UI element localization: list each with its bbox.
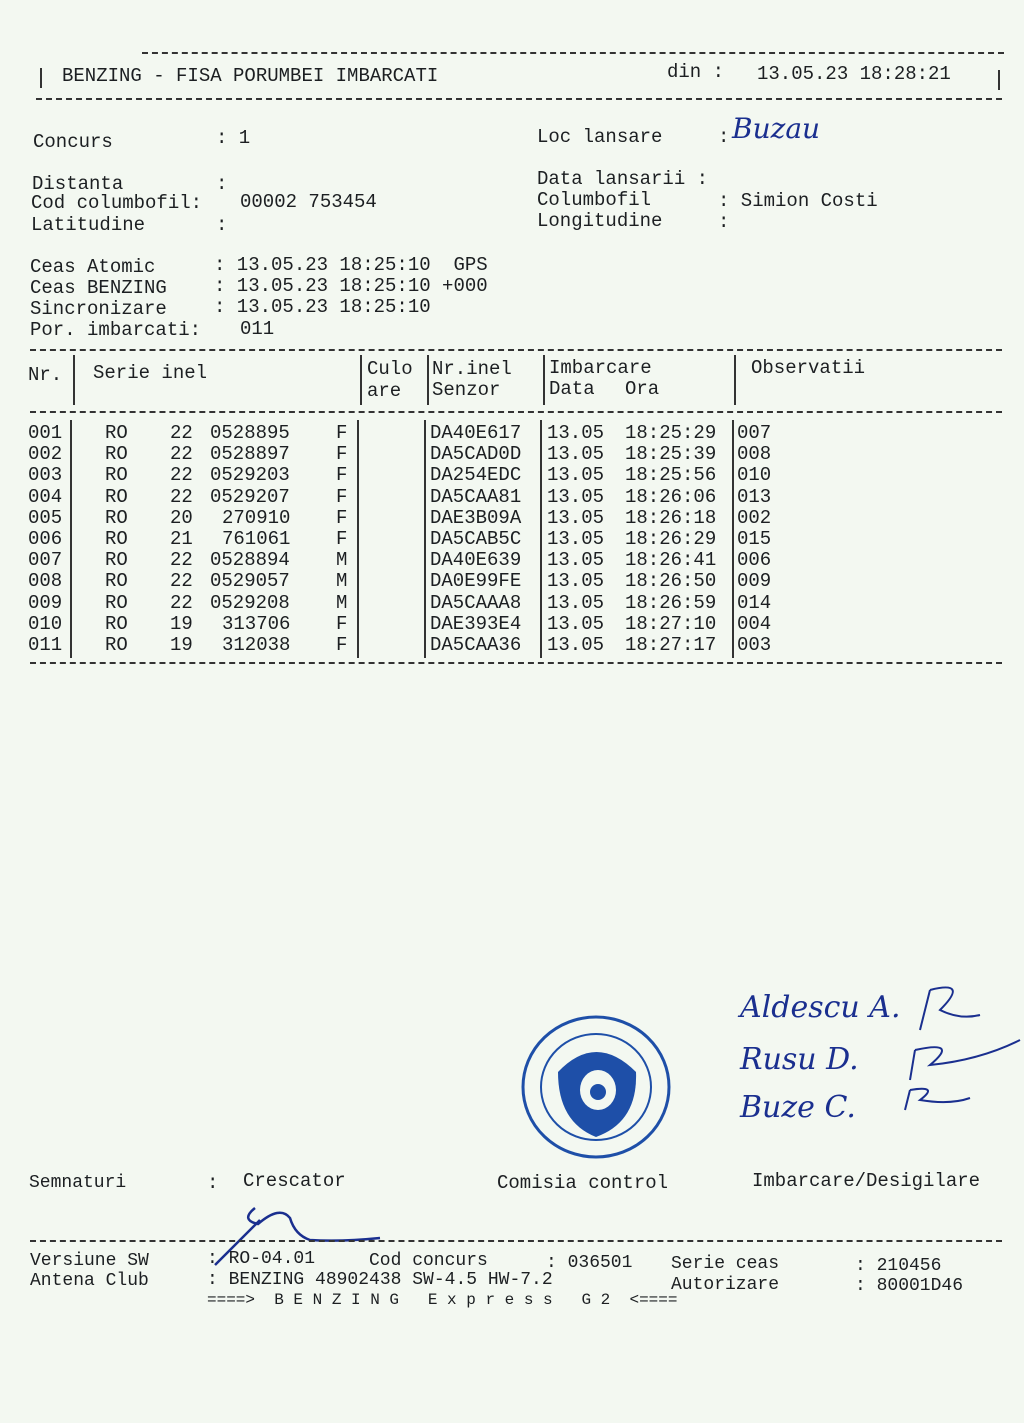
row-year: 20 (170, 506, 193, 529)
col-divider (360, 355, 362, 405)
header-culoare-1: Culo (367, 358, 413, 380)
row-date: 13.05 (547, 464, 605, 487)
row-sensor-id: DAE3B09A (430, 506, 522, 529)
cod-concurs-label: Cod concurs (369, 1251, 488, 1271)
row-time: 18:26:50 (625, 570, 717, 593)
row-country: RO (105, 612, 128, 635)
row-country: RO (105, 485, 128, 508)
col-divider (543, 355, 545, 405)
row-time: 18:27:17 (625, 634, 717, 656)
table-header-rule (30, 411, 1002, 413)
row-sex: M (336, 570, 348, 593)
row-country: RO (105, 591, 128, 614)
antena-club-value: : BENZING 48902438 SW-4.5 HW-7.2 (207, 1270, 553, 1290)
row-sex: F (336, 528, 348, 550)
ceas-atomic-label: Ceas Atomic (30, 256, 156, 278)
comisia-control-label: Comisia control (497, 1172, 669, 1194)
document-title: BENZING - FISA PORUMBEI IMBARCATI (62, 65, 439, 87)
row-date: 13.05 (547, 591, 605, 614)
row-time: 18:26:18 (625, 506, 717, 529)
row-year: 22 (170, 485, 193, 508)
header-left-border (40, 68, 42, 88)
row-year: 21 (170, 528, 193, 550)
row-year: 22 (170, 464, 193, 487)
row-country: RO (105, 634, 128, 656)
header-nr-inel: Nr.inel (432, 358, 512, 380)
row-sensor-id: DA254EDC (430, 464, 522, 487)
row-observation: 015 (737, 528, 772, 550)
semnaturi-sep: : (207, 1172, 219, 1194)
row-country: RO (105, 422, 128, 444)
table-row (0, 572, 1024, 593)
benzing-express-banner: ====> B E N Z I N G E x p r e s s G 2 <==== (207, 1291, 678, 1309)
versiune-sw-value: : RO-04.01 (207, 1249, 316, 1269)
semnaturi-label: Semnaturi (29, 1173, 127, 1193)
header-serie-inel: Serie inel (93, 362, 208, 384)
row-sensor-id: DA40E617 (430, 422, 522, 444)
serie-ceas-label: Serie ceas (671, 1254, 780, 1274)
footer-rule (30, 1240, 1002, 1242)
row-ring-number: 313706 (222, 612, 291, 635)
header-senzor: Senzor (432, 379, 501, 401)
row-sensor-id: DAE393E4 (430, 612, 522, 635)
row-ring-number: 0528897 (210, 443, 290, 466)
cod-columbofil-value: 00002 753454 (240, 191, 377, 213)
row-country: RO (105, 570, 128, 593)
distanta-value: : (216, 173, 228, 195)
latitudine-label: Latitudine (31, 214, 146, 236)
row-year: 22 (170, 422, 193, 444)
cod-columbofil-label: Cod columbofil: (31, 192, 203, 214)
table-row (0, 551, 1024, 572)
table-row (0, 466, 1024, 487)
table-row (0, 530, 1024, 551)
row-date: 13.05 (547, 506, 605, 529)
row-sex: F (336, 485, 348, 508)
row-country: RO (105, 549, 128, 572)
row-sex: F (336, 464, 348, 487)
table-row (0, 485, 1024, 509)
row-time: 18:25:56 (625, 464, 717, 487)
row-nr: 001 (28, 422, 63, 444)
row-country: RO (105, 506, 128, 529)
loc-lansare-label: Loc lansare (537, 126, 663, 148)
row-sex: M (336, 549, 348, 572)
versiune-sw-label: Versiune SW (30, 1251, 149, 1271)
row-nr: 004 (28, 485, 63, 508)
row-ring-number: 0529207 (210, 485, 290, 508)
row-ring-number: 761061 (222, 528, 291, 550)
row-observation: 007 (737, 422, 772, 444)
cod-concurs-value: : 036501 (546, 1253, 633, 1273)
row-year: 22 (170, 443, 193, 466)
row-sensor-id: DA0E99FE (430, 570, 522, 593)
row-sensor-id: DA5CAA81 (430, 485, 522, 508)
ceas-benzing-label: Ceas BENZING (30, 277, 167, 299)
imbarcare-desigilare-label: Imbarcare/Desigilare (752, 1170, 981, 1192)
row-time: 18:26:59 (625, 591, 717, 614)
row-time: 18:27:10 (625, 612, 717, 635)
row-country: RO (105, 443, 128, 466)
table-row (0, 591, 1024, 615)
row-ring-number: 312038 (222, 634, 291, 656)
row-nr: 003 (28, 464, 63, 487)
col-divider (734, 355, 736, 405)
row-time: 18:26:29 (625, 528, 717, 550)
concurs-label: Concurs (33, 131, 113, 153)
row-date: 13.05 (547, 443, 605, 466)
row-country: RO (105, 528, 128, 550)
row-sensor-id: DA5CAD0D (430, 443, 522, 466)
por-imbarcati-value: 011 (240, 318, 275, 340)
header-imbarcare: Imbarcare (549, 357, 652, 379)
row-nr: 008 (28, 570, 63, 593)
row-nr: 006 (28, 528, 63, 550)
row-date: 13.05 (547, 634, 605, 656)
crescator-label: Crescator (243, 1170, 346, 1192)
distanta-label: Distanta (32, 173, 124, 195)
table-row (0, 506, 1024, 530)
columbofil-label: Columbofil (537, 189, 652, 211)
row-nr: 011 (28, 634, 63, 656)
table-row (0, 445, 1024, 466)
col-divider (73, 355, 75, 405)
row-sex: F (336, 634, 348, 656)
header-nr: Nr. (28, 364, 63, 386)
row-ring-number: 0529208 (210, 591, 290, 614)
table-row (0, 424, 1024, 445)
row-year: 19 (170, 634, 193, 656)
header-culoare-2: are (367, 380, 402, 402)
autorizare-value: : 80001D46 (855, 1276, 964, 1296)
header-right-border (998, 70, 1000, 90)
row-year: 22 (170, 549, 193, 572)
latitudine-value: : (216, 214, 228, 236)
row-sensor-id: DA5CAA36 (430, 634, 522, 656)
row-ring-number: 0528895 (210, 422, 290, 444)
row-sex: M (336, 591, 348, 614)
row-date: 13.05 (547, 612, 605, 635)
row-sensor-id: DA5CAAA8 (430, 591, 522, 614)
autorizare-label: Autorizare (671, 1275, 780, 1295)
row-country: RO (105, 464, 128, 487)
signature-3: Buze C. (740, 1090, 856, 1125)
row-observation: 013 (737, 485, 772, 508)
row-observation: 002 (737, 506, 772, 529)
ceas-atomic-value: : 13.05.23 18:25:10 GPS (214, 254, 488, 276)
row-ring-number: 270910 (222, 506, 291, 529)
row-date: 13.05 (547, 549, 605, 572)
longitudine-value: : (718, 211, 730, 233)
row-year: 22 (170, 591, 193, 614)
serie-ceas-value: : 210456 (855, 1256, 942, 1276)
table-row (0, 636, 1024, 657)
row-date: 13.05 (547, 528, 605, 550)
row-ring-number: 0529203 (210, 464, 290, 487)
columbofil-value: : Simion Costi (718, 190, 878, 212)
header-ora: Ora (625, 378, 660, 400)
row-nr: 007 (28, 549, 63, 572)
row-observation: 003 (737, 634, 772, 656)
row-observation: 004 (737, 612, 772, 635)
loc-lansare-handwritten: Buzau (732, 112, 821, 145)
loc-lansare-colon: : (718, 126, 730, 148)
club-stamp (518, 1012, 674, 1162)
table-bottom-rule (30, 662, 1002, 664)
din-label: din : (667, 61, 725, 83)
row-sensor-id: DA40E639 (430, 549, 522, 572)
concurs-value: : 1 (216, 127, 251, 149)
row-sex: F (336, 422, 348, 444)
row-time: 18:25:39 (625, 443, 717, 466)
row-ring-number: 0528894 (210, 549, 290, 572)
row-observation: 006 (737, 549, 772, 572)
row-sex: F (336, 612, 348, 635)
row-year: 22 (170, 570, 193, 593)
row-date: 13.05 (547, 570, 605, 593)
header-observatii: Observatii (751, 357, 866, 379)
header-data: Data (549, 378, 595, 400)
signature-strokes (900, 970, 1024, 1120)
data-lansarii-label: Data lansarii : (537, 168, 709, 190)
header-bottom-rule (36, 98, 1002, 100)
table-row (0, 612, 1024, 636)
row-year: 19 (170, 612, 193, 635)
row-sex: F (336, 443, 348, 466)
row-sensor-id: DA5CAB5C (430, 528, 522, 550)
ceas-benzing-value: : 13.05.23 18:25:10 +000 (214, 275, 488, 297)
row-time: 18:25:29 (625, 422, 717, 444)
table-top-rule (30, 349, 1002, 351)
longitudine-label: Longitudine (537, 210, 663, 232)
row-observation: 008 (737, 443, 772, 466)
header-top-rule (142, 52, 1004, 54)
antena-club-label: Antena Club (30, 1271, 149, 1291)
row-time: 18:26:06 (625, 485, 717, 508)
row-nr: 005 (28, 506, 63, 529)
row-nr: 002 (28, 443, 63, 466)
row-nr: 009 (28, 591, 63, 614)
row-ring-number: 0529057 (210, 570, 290, 593)
sincronizare-label: Sincronizare (30, 298, 167, 320)
signature-1: Aldescu A. (740, 990, 901, 1025)
row-date: 13.05 (547, 422, 605, 444)
row-observation: 014 (737, 591, 772, 614)
por-imbarcati-label: Por. imbarcati: (30, 319, 202, 341)
row-date: 13.05 (547, 485, 605, 508)
signature-2: Rusu D. (740, 1042, 859, 1077)
din-value: 13.05.23 18:28:21 (757, 63, 951, 85)
row-time: 18:26:41 (625, 549, 717, 572)
row-nr: 010 (28, 612, 63, 635)
row-observation: 010 (737, 464, 772, 487)
sincronizare-value: : 13.05.23 18:25:10 (214, 296, 431, 318)
col-divider (427, 355, 429, 405)
row-sex: F (336, 506, 348, 529)
row-observation: 009 (737, 570, 772, 593)
